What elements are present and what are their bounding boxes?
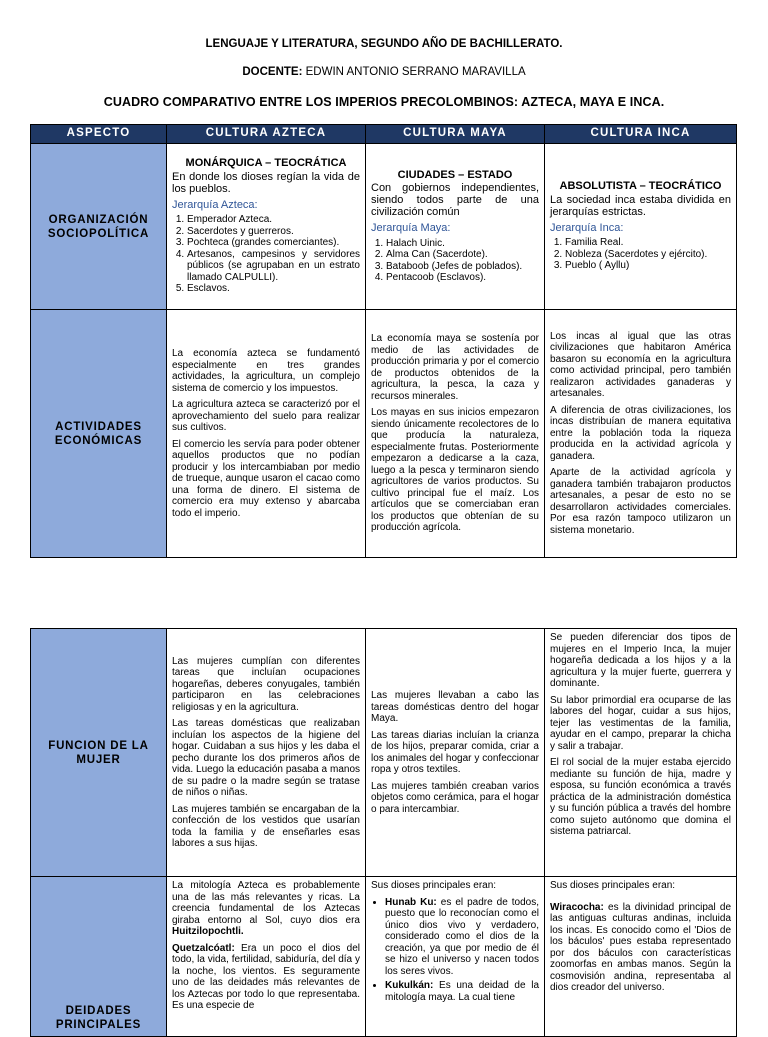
econ-inca-p2: A diferencia de otras civilizaciones, los incas distribuían de manera equitativa entre la población toda la riqueza producida en la actividad agrícola y ganadera. (550, 404, 731, 462)
deidades-maya-god1: Hunab Ku: (385, 896, 437, 908)
econ-inca-p1: Los incas al igual que las otras civilizaciones que habitaron América basaron su economía en la agricultura como actividad principal, pero también realizaron actividades ganaderas y artesanales. (550, 330, 731, 400)
course-line: LENGUAJE Y LITERATURA, SEGUNDO AÑO DE BACHILLERATO. (205, 38, 563, 50)
mujer-inca-p1: Se pueden diferenciar dos tipos de mujeres en el Imperio Inca, la mujer hogareña dedicada a los hijos y a la agricultura y la mujer fuerte, guerrera y dominante. (550, 632, 731, 689)
cell-mujer-inca (545, 629, 737, 877)
org-inca-list (550, 237, 731, 272)
list-item: 5. Esclavos. (187, 283, 360, 295)
cell-org-maya (366, 144, 545, 310)
org-inca-hier: Jerarquía Inca: (550, 221, 624, 234)
header-inca: CULTURA INCA (545, 125, 737, 144)
cell-org-azteca (167, 144, 366, 310)
deidades-inca-text1: es la divinidad principal de las antiguas culturas andinas, incluida los incas. Es conocido como el 'Dios de los báculos' pues estaba representado por dos báculos con características zoomorfas en ambas manos. Según la cosmovisión andina, representaba al dios creador del universo. (550, 901, 732, 993)
org-azteca-title: MONÁRQUICA – TEOCRÁTICA (185, 157, 347, 170)
header-aspecto: ASPECTO (31, 125, 167, 144)
list-item: 3. Pueblo ( Ayllu) (565, 260, 731, 272)
deidades-azteca-p1-text: La mitología Azteca es probablemente una de las más relevantes y ricas. La creencia fundamental de los Aztecas giraba entorno al Sol, cuyo dios era (172, 880, 360, 926)
list-item: 2. Nobleza (Sacerdotes y ejército). (565, 249, 731, 261)
org-maya-title: CIUDADES – ESTADO (397, 168, 513, 181)
teacher-name: EDWIN ANTONIO SERRANO MARAVILLA (305, 66, 526, 78)
list-item: 3. Pochteca (grandes comerciantes). (187, 237, 360, 249)
list-item: 1. Emperador Azteca. (187, 214, 360, 226)
org-azteca-text: En donde los dioses regían la vida de los pueblos. (172, 170, 360, 195)
header-maya: CULTURA MAYA (366, 125, 545, 144)
org-inca-text: La sociedad inca estaba dividida en jerarquías estrictas. (550, 193, 731, 218)
econ-azteca-p1: La economía azteca se fundamentó especialmente en tres grandes actividades, la agricultura, un complejo sistema de comercio y los impuestos. (172, 348, 360, 394)
list-item (385, 980, 539, 1003)
row-mujer (31, 629, 737, 877)
deidades-maya-text1: es el padre de todos, puesto que lo reconocían como el único dios vivo y verdadero, considerado como el dios de la creación, ya que por medio de él se hizo el universo y nacen todos los seres vivos. (385, 896, 540, 977)
econ-maya-p2: Los mayas en sus inicios empezaron siendo únicamente recolectores de lo que producía la naturaleza, especialmente frutas. Posteriormente empezaron a dedicarse a la caza, luego a la pesca y terminaron siendo agricultores de varios productos. Su cultivo principal fue el maíz. Los artículos que se comerciaban eran los productos que obtenían de su producción agrícola. (371, 407, 539, 534)
table-header-row (31, 125, 737, 144)
org-azteca-hier: Jerarquía Azteca: (172, 198, 258, 211)
deidades-maya-list (371, 897, 539, 1004)
list-item: 2. Alma Can (Sacerdote). (386, 249, 539, 261)
deidades-azteca-p2 (172, 943, 360, 1012)
deidades-maya-text2: Es una deidad de la mitología maya. La cual tiene (385, 980, 540, 1003)
deidades-inca-intro: Sus dioses principales eran: (550, 880, 676, 891)
row-deidades (31, 877, 737, 1037)
org-maya-text: Con gobiernos independientes, siendo todos parte de una civilización común (371, 182, 539, 218)
econ-azteca-p3: El comercio les servía para poder obtener aquellos productos que no podían producir y los intercambiaban por medio de trueque, aunque usaron el cacao como una forma de dinero. El sistema de comercio era muy extenso y abarcaba todo el imperio. (172, 438, 360, 519)
econ-azteca-p2: La agricultura azteca se caracterizó por el aprovechamiento del suelo para realizar sus cultivos. (172, 399, 360, 433)
cell-deidades-inca (545, 877, 737, 1037)
list-item: 4. Pentacoob (Esclavos). (386, 272, 539, 284)
list-item: 4. Artesanos, campesinos y servidores públicos (se agrupaban en un estrato llamado CALPULLI). (187, 249, 360, 284)
mujer-maya-p3: Las mujeres también creaban varios objetos como cerámica, para el hogar o para intercambiar. (371, 780, 539, 815)
list-item: 1. Familia Real. (565, 237, 731, 249)
aspect-mujer: FUNCION DE LA MUJER (31, 629, 167, 877)
aspect-deidades: DEIDADES PRINCIPALES (31, 877, 167, 1037)
list-item: 3. Bataboob (Jefes de poblados). (386, 261, 539, 273)
cell-econ-inca (545, 310, 737, 558)
cell-econ-azteca (167, 310, 366, 558)
mujer-inca-p3: El rol social de la mujer estaba ejercido mediante su función de hija, madre y esposa, su función económica a través práctica de la administración doméstica y su función pública a través del hombre como sujeto autónomo que domina el sistema patriarcal. (550, 757, 731, 837)
mujer-azteca-p3: Las mujeres también se encargaban de la confección de los vestidos que usarían toda la familia y de enseñarles esas labores a sus hijas. (172, 803, 360, 849)
comparison-table-page1 (30, 124, 737, 558)
mujer-azteca-p1: Las mujeres cumplían con diferentes tareas que incluían ocupaciones hogareñas, deberes conyugales, también participaron en las celebraciones religiosas y en la agricultura. (172, 655, 360, 713)
list-item (385, 897, 539, 978)
mujer-maya-p2: Las tareas diarias incluían la crianza de los hijos, preparar comida, criar a los animales del hogar y confeccionar ropa y otros textiles. (371, 729, 539, 775)
cell-deidades-azteca (167, 877, 366, 1037)
deidades-azteca-sun-god: Huitzilopochtli. (172, 926, 244, 937)
mujer-azteca-p2: Las tareas domésticas que realizaban incluían los aspectos de la higiene del hogar. Cuidaban a sus hijos y les daba el pecho durante los dos primeros años de vida. Luego la educación pasaba a manos de su padre o la madre según se tratase de niños o niñas. (172, 718, 360, 798)
comparison-table-page2 (30, 628, 737, 1037)
econ-inca-p3: Aparte de la actividad agrícola y ganadera también trabajaron productos artesanales, a pesar de esto no se desarrollaron actividades comerciales. Por esa razón tampoco utilizaron un sistema monetario. (550, 467, 731, 536)
cell-org-inca (545, 144, 737, 310)
mujer-inca-p2: Su labor primordial era ocuparse de las labores del hogar, cuidar a sus hijos, tejer las vestimentas de la familia, ayudar en el campo, preparar la chicha y salir a trabajar. (550, 694, 731, 752)
cell-deidades-maya (366, 877, 545, 1037)
teacher-line (0, 66, 768, 78)
row-organizacion (31, 144, 737, 310)
deidades-azteca-p1 (172, 880, 360, 938)
document-title: CUADRO COMPARATIVO ENTRE LOS IMPERIOS PRECOLOMBINOS: AZTECA, MAYA E INCA. (103, 95, 665, 109)
org-azteca-list (172, 214, 360, 295)
teacher-label: DOCENTE: (242, 66, 303, 78)
header-azteca: CULTURA AZTECA (167, 125, 366, 144)
cell-mujer-maya (366, 629, 545, 877)
deidades-inca-p1 (550, 902, 731, 994)
deidades-inca-god1: Wiracocha: (550, 901, 604, 913)
mujer-maya-p1: Las mujeres llevaban a cabo las tareas domésticas dentro del hogar Maya. (371, 690, 539, 724)
deidades-azteca-god2: Quetzalcóatl: (172, 942, 235, 954)
deidades-azteca-p2-text: Era un poco el dios del todo, la vida, fertilidad, sabiduría, del día y la noche, los vientos. Es seguramente uno de las deidades más relevantes de los Aztecas por todo lo que representaba. Es una especie de (172, 942, 361, 1011)
cell-mujer-azteca (167, 629, 366, 877)
aspect-economia: ACTIVIDADES ECONÓMICAS (31, 310, 167, 558)
aspect-organizacion: ORGANIZACIÓN SOCIOPOLÍTICA (31, 144, 167, 310)
org-inca-title: ABSOLUTISTA – TEOCRÁTICO (559, 180, 722, 193)
deidades-maya-intro: Sus dioses principales eran: (371, 880, 497, 891)
econ-maya-p1: La economía maya se sostenía por medio de las actividades de producción primaria y por el comercio de productos obtenidos de la agricultura, la pesca, la caza y recursos minerales. (371, 333, 539, 402)
list-item: 2. Sacerdotes y guerreros. (187, 226, 360, 238)
cell-econ-maya (366, 310, 545, 558)
deidades-maya-god2: Kukulkán: (385, 980, 434, 991)
org-maya-hier: Jerarquía Maya: (371, 222, 451, 234)
row-economia (31, 310, 737, 558)
list-item: 1. Halach Uinic. (386, 238, 539, 250)
org-maya-list (371, 238, 539, 284)
